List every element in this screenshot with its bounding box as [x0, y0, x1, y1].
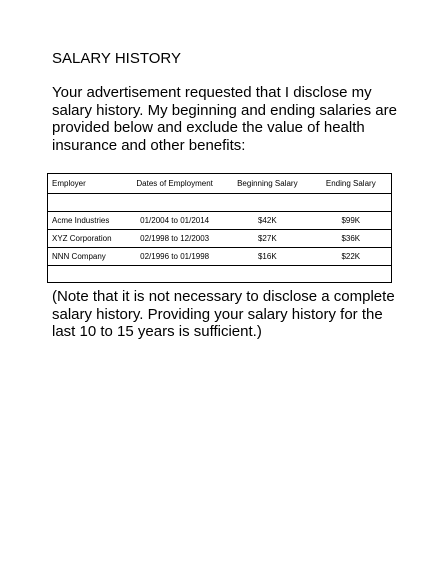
beginning-salary-cell: $16K [224, 248, 311, 266]
dates-cell: 01/2004 to 01/2014 [125, 212, 224, 230]
spacer-cell [125, 194, 224, 212]
note-text: (Note that it is not necessary to disclose a complete salary history. Providing your salary history for the last 10 to 15 years is sufficient.) [52, 288, 395, 340]
empty-cell [224, 266, 311, 283]
spacer-cell [224, 194, 311, 212]
table-empty-row [48, 266, 392, 283]
employer-cell: XYZ Corporation [48, 230, 126, 248]
ending-salary-cell: $36K [311, 230, 392, 248]
intro-text: Your advertisement requested that I disclose my salary history. My beginning and ending salaries are provided below and exclude the value of health insurance and other benefits: [52, 84, 397, 154]
employer-cell: NNN Company [48, 248, 126, 266]
header-employer: Employer [48, 174, 126, 194]
salary-table [47, 173, 392, 283]
empty-cell [48, 266, 126, 283]
table-row [48, 212, 392, 230]
header-beginning-salary: Beginning Salary [224, 174, 311, 194]
intro-paragraph [52, 84, 404, 154]
beginning-salary-cell: $42K [224, 212, 311, 230]
empty-cell [125, 266, 224, 283]
beginning-salary-cell: $27K [224, 230, 311, 248]
spacer-cell [311, 194, 392, 212]
document-title: SALARY HISTORY [52, 50, 181, 67]
table-header-row [48, 174, 392, 194]
header-ending-salary: Ending Salary [311, 174, 392, 194]
note-paragraph [52, 288, 404, 341]
empty-cell [311, 266, 392, 283]
table-row [48, 248, 392, 266]
table-row [48, 230, 392, 248]
header-dates: Dates of Employment [125, 174, 224, 194]
employer-cell: Acme Industries [48, 212, 126, 230]
ending-salary-cell: $22K [311, 248, 392, 266]
table-spacer-row [48, 194, 392, 212]
spacer-cell [48, 194, 126, 212]
dates-cell: 02/1998 to 12/2003 [125, 230, 224, 248]
dates-cell: 02/1996 to 01/1998 [125, 248, 224, 266]
ending-salary-cell: $99K [311, 212, 392, 230]
